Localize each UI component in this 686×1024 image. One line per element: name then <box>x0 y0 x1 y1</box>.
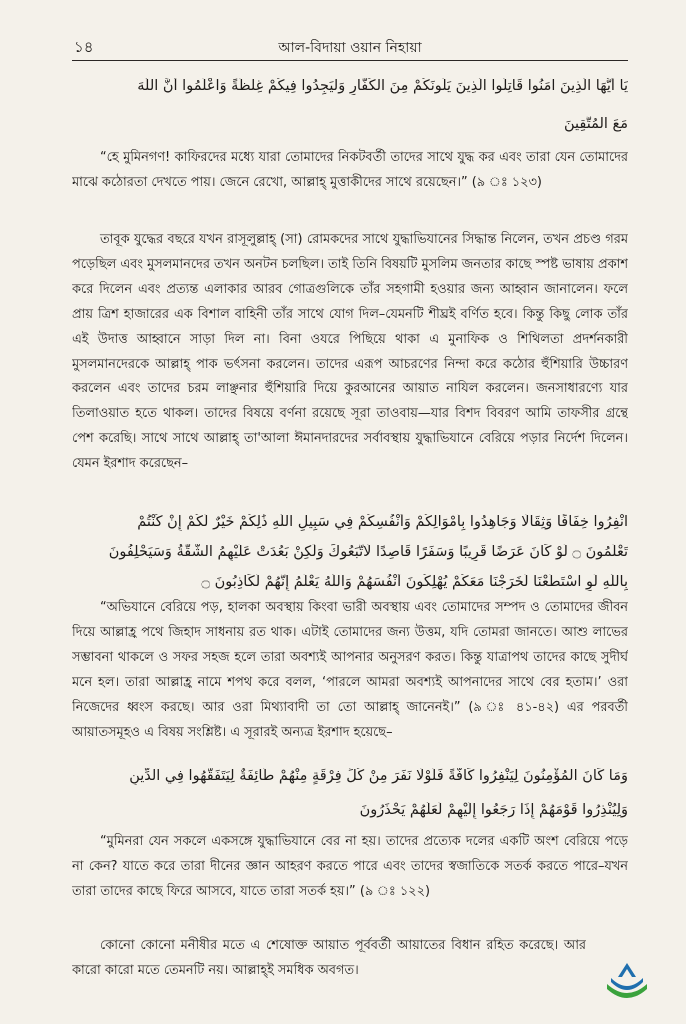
arabic-verse-2-line-2: تَعْلَمُونَ ۝ لَوْ كَانَ عَرَضًا قَرِيبًا وَسَفَرًا قَاصِدًا لَاتَّبَعُوكَ وَلَٰكِنْ بَعُدَتْ عَلَيْهِمُ الشُّقَّةُ وَسَيَحْلِفُونَ <box>108 544 628 560</box>
publisher-logo-icon <box>602 958 652 1008</box>
arabic-verse-1-line-1: يَا أَيُّهَا الَّذِينَ آمَنُوا قَاتِلُوا الَّذِينَ يَلُونَكُمْ مِنَ الْكُفَّارِ وَلْيَجِدُوا فِيكُمْ غِلْظَةً وَاعْلَمُوا أَنَّ اللَّهَ <box>137 78 628 94</box>
running-title: আল-বিদায়া ওয়ান নিহায়া <box>278 40 422 56</box>
page-number: ১৪ <box>74 38 94 56</box>
page-header <box>72 34 628 61</box>
translation-paragraph-1: “হে মুমিনগণ! কাফিরদের মধ্যে যারা তোমাদের নিকটবর্তী তাদের সাথে যুদ্ধ কর এবং তারা যেন তোমাদের মাঝে কঠোরতা দেখতে পায়। জেনে রেখো, আল্লাহ্ মুত্তাকীদের সাথে রয়েছেন।” (৯ ঃ ১২৩) <box>72 150 628 190</box>
arabic-verse-2-line-1: انْفِرُوا خِفَافًا وَثِقَالًا وَجَاهِدُوا بِأَمْوَالِكُمْ وَأَنْفُسِكُمْ فِي سَبِيلِ اللَّهِ ذَٰلِكُمْ خَيْرٌ لَكُمْ إِنْ كُنْتُمْ <box>137 514 628 530</box>
closing-paragraph-5: কোনো কোনো মনীষীর মতে এ শেষোক্ত আয়াত পূর্ববর্তী আয়াতের বিধান রহিত করেছে। আর কারো কারো মতে তেমনটি নয়। আল্লাহ্ই সমধিক অবগত। <box>72 938 586 978</box>
arabic-verse-3-line-1: وَمَا كَانَ الْمُؤْمِنُونَ لِيَنْفِرُوا كَافَّةً فَلَوْلَا نَفَرَ مِنْ كُلِّ فِرْقَةٍ مِنْهُمْ طَائِفَةٌ لِيَتَفَقَّهُوا فِي الدِّينِ <box>129 768 628 784</box>
translation-paragraph-3: “অভিযানে বেরিয়ে পড়, হালকা অবস্থায় কিংবা ভারী অবস্থায় এবং তোমাদের সম্পদ ও তোমাদের জীবন দিয়ে আল্লাহ্র পথে জিহাদ সাধনায় রত থাক। এটাই তোমাদের জন্য উত্তম, যদি তোমরা জানতে। আশু লাভের সম্ভাবনা থাকলে ও সফর সহজ হলে তারা অবশ্যই আপনার অনুসরণ করত। কিন্তু যাত্রাপথ তাদের কাছে সুদীর্ঘ মনে হল। তারা আল্লাহ্র নামে শপথ করে বলল, ‘পারলে আমরা অবশ্যই আপনাদের সাথে বের হতাম।’ ওরা নিজেদের ধ্বংস করছে। আর ওরা মিথ্যাবাদী তা তো আল্লাহ্ জানেনই।” (৯ ঃ ৪১-৪২) এর পরবর্তী আয়াতসমূহও এ বিষয় সংশ্লিষ্ট। এ সূরারই অন্যত্র ইরশাদ হয়েছে– <box>72 600 628 740</box>
arabic-verse-1-line-2: مَعَ الْمُتَّقِينَ <box>563 116 628 132</box>
arabic-verse-3-line-2: وَلِيُنْذِرُوا قَوْمَهُمْ إِذَا رَجَعُوا إِلَيْهِمْ لَعَلَّهُمْ يَحْذَرُونَ <box>359 802 628 818</box>
translation-paragraph-4: “মুমিনরা যেন সকলে একসঙ্গে যুদ্ধাভিযানে বের না হয়। তাদের প্রত্যেক দলের একটি অংশ বেরিয়ে পড়ে না কেন? যাতে করে তারা দীনের জ্ঞান আহরণ করতে পারে এবং তাদের স্বজাতিকে সতর্ক করতে পারে–যখন তারা তাদের কাছে ফিরে আসবে, যাতে তারা সতর্ক হয়।” (৯ ঃ ১২২) <box>72 834 628 899</box>
logo-wave-shape <box>611 978 643 990</box>
body-paragraph-2: তাবূক যুদ্ধের বছরে যখন রাসূলুল্লাহ্ (সা) রোমকদের সাথে যুদ্ধাভিযানের সিদ্ধান্ত নিলেন, তখন প্রচণ্ড গরম পড়েছিল এবং মুসলমানদের তখন অনটন চলছিল। তাই তিনি বিষয়টি মুসলিম জনতার কাছে স্পষ্ট ভাষায় প্রকাশ করে দিলেন এবং প্রত্যন্ত এলাকার আরব গোত্রগুলিকে তাঁর সহগামী হওয়ার জন্য আহ্বান জানালেন। ফলে প্রায় ত্রিশ হাজারের এক বিশাল বাহিনী তাঁর সাথে যোগ দিল–যেমনটি শীঘ্রই বর্ণিত হবে। কিন্তু কিছু লোক তাঁর এই উদাত্ত আহ্বানে সাড়া দিল না। বিনা ওযরে পিছিয়ে থাকা এ মুনাফিক ও শিথিলতা প্রদর্শনকারী মুসলমানদেরকে আল্লাহ্ পাক ভর্ৎসনা করলেন। তাদের এরূপ আচরণের নিন্দা করে কঠোর হুঁশিয়ারি উচ্চারণ করলেন এবং তাদের চরম লাঞ্ছনার হুঁশিয়ারি দিয়ে কুরআনের আয়াত নাযিল করলেন। জনসাধারণ্যে যার তিলাওয়াত হতে থাকল। তাদের বিষয়ে বর্ণনা রয়েছে সূরা তাওবায়—যার বিশদ বিবরণ আমি তাফসীর গ্রন্থে পেশ করেছি। সাথে সাথে আল্লাহ্ তা'আলা ঈমানদারদের সর্বাবস্থায় যুদ্ধাভিযানে বেরিয়ে পড়ার নির্দেশ দিলেন। যেমন ইরশাদ করেছেন– <box>72 232 628 472</box>
arabic-verse-2-line-3: بِاللَّهِ لَوِ اسْتَطَعْنَا لَخَرَجْنَا مَعَكُمْ يُهْلِكُونَ أَنْفُسَهُمْ وَاللَّهُ يَعْلَمُ إِنَّهُمْ لَكَاذِبُونَ ۝ <box>201 574 628 590</box>
